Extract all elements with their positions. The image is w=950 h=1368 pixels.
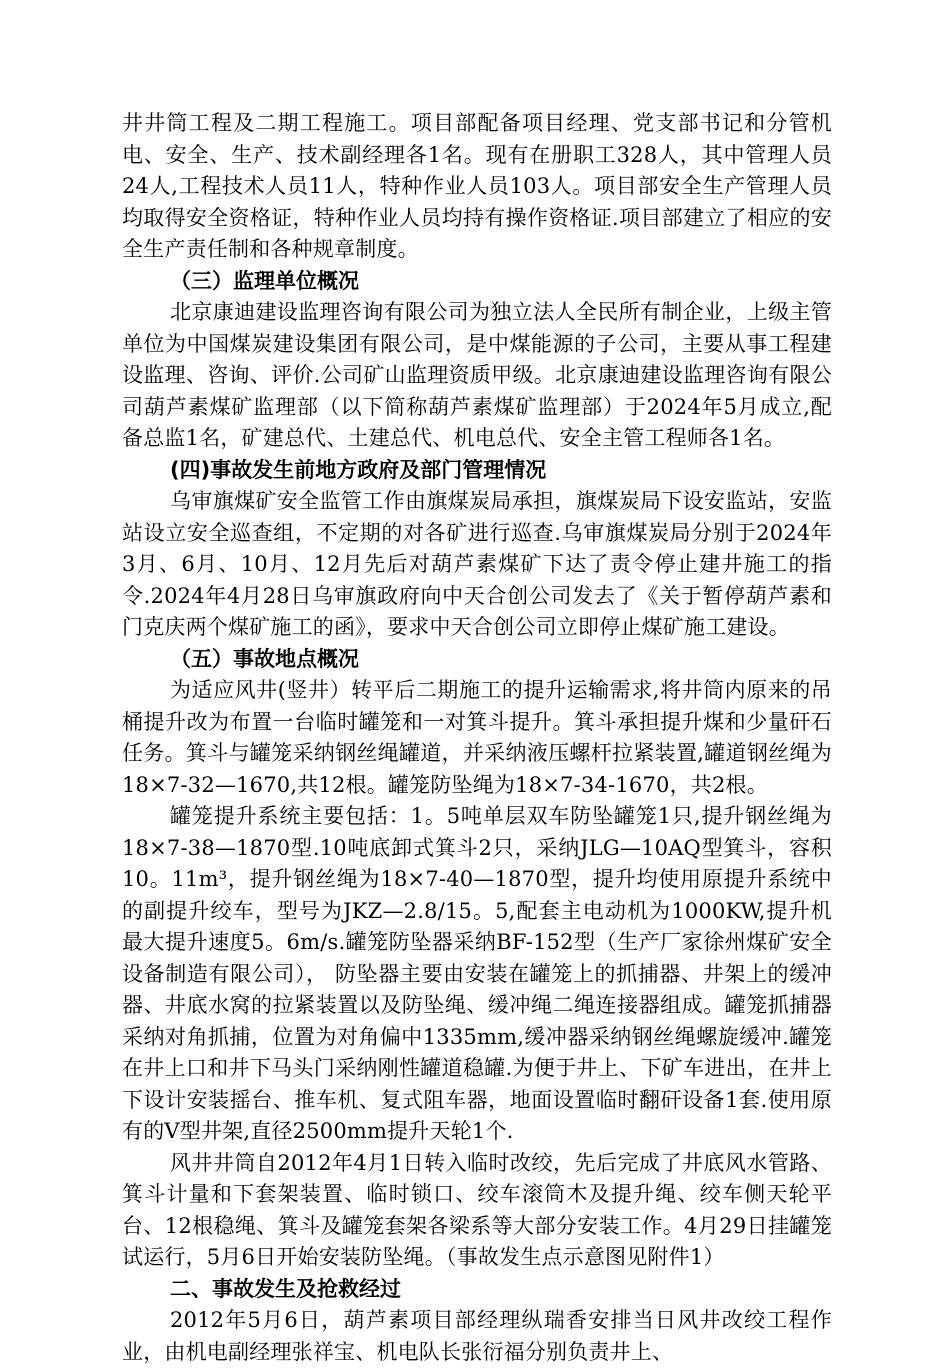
section-heading: （五）事故地点概况 [170,646,359,671]
body-paragraph: 风井井筒自2012年4月1日转入临时改绞，先后完成了井底风水管路、箕斗计量和下套架装置、临时锁口、绞车滚筒木及提升绳、绞车侧天轮平台、12根稳绳、箕斗及罐笼套架各梁系等大部分安装工作。4月29日挂罐笼试运行，5月6日开始安装防坠绳。（事故发生点示意图见附件1） [122,1150,832,1269]
body-paragraph: 2012年5月6日，葫芦素项目部经理纵瑞香安排当日风井改绞工程作业，由机电副经理张祥宝、机电队长张衍福分别负责井上、 [122,1308,832,1364]
section-heading: 二、事故发生及抢救经过 [170,1276,401,1301]
document-body [122,108,832,1368]
body-paragraph: 罐笼提升系统主要包括：1。5吨单层双车防坠罐笼1只,提升钢丝绳为18×7-38—1870型.10吨底卸式箕斗2只，采纳JLG—10AQ型箕斗，容积10。11m³，提升钢丝绳为18×7-40—1870型，提升均使用原提升系统中的副提升绞车，型号为JKZ—2.8/15。5,配套主电动机为1000KW,提升机最大提升速度5。6m/s.罐笼防坠器采纳BF-152型（生产厂家徐州煤矿安全设备制造有限公司）， 防坠器主要由安装在罐笼上的抓捕器、井架上的缓冲器、井底水窝的拉紧装置以及防坠绳、缓冲绳二绳连接器组成。罐笼抓捕器采纳对角抓捕，位置为对角偏中1335mm,缓冲器采纳钢丝绳螺旋缓冲.罐笼在井上口和井下马头门采纳刚性罐道稳罐.为便于井上、下矿车进出，在井上下设计安装摇台、推车机、复式阻车器，地面设置临时翻矸设备1套.使用原有的Ⅴ型井架,直径2500mm提升天轮1个. [122,804,832,1143]
body-paragraph: 北京康迪建设监理咨询有限公司为独立法人全民所有制企业，上级主管单位为中国煤炭建设集团有限公司，是中煤能源的子公司，主要从事工程建设监理、咨询、评价.公司矿山监理资质甲级。北京康迪建设监理咨询有限公司葫芦素煤矿监理部（以下简称葫芦素煤矿监理部）于2024年5月成立,配备总监1名，矿建总代、土建总代、机电总代、安全主管工程师各1名。 [122,300,832,450]
body-paragraph: 为适应风井(竖井）转平后二期施工的提升运输需求,将井筒内原来的吊桶提升改为布置一台临时罐笼和一对箕斗提升。箕斗承担提升煤和少量矸石任务。箕斗与罐笼采纳钢丝绳罐道，并采纳液压螺杆拉紧装置,罐道钢丝绳为18×7-32—1670,共12根。罐笼防坠绳为18×7-34-1670，共2根。 [122,678,832,797]
body-paragraph: 乌审旗煤矿安全监管工作由旗煤炭局承担，旗煤炭局下设安监站，安监站设立安全巡查组，不定期的对各矿进行巡查.乌审旗煤炭局分别于2024年3月、6月、10月、12月先后对葫芦素煤矿下达了责令停止建井施工的指令.2024年4月28日乌审旗政府向中天合创公司发去了《关于暂停葫芦素和门克庆两个煤矿施工的函》，要求中天合创公司立即停止煤矿施工建设。 [122,489,832,639]
body-paragraph: 井井筒工程及二期工程施工。项目部配备项目经理、党支部书记和分管机电、安全、生产、技术副经理各1名。现有在册职工328人，其中管理人员24人,工程技术人员11人，特种作业人员103人。项目部安全生产管理人员均取得安全资格证，特种作业人员均持有操作资格证.项目部建立了相应的安全生产责任制和各种规章制度。 [122,111,832,261]
section-heading: (四)事故发生前地方政府及部门管理情况 [170,457,547,482]
section-heading: （三）监理单位概况 [170,268,359,293]
